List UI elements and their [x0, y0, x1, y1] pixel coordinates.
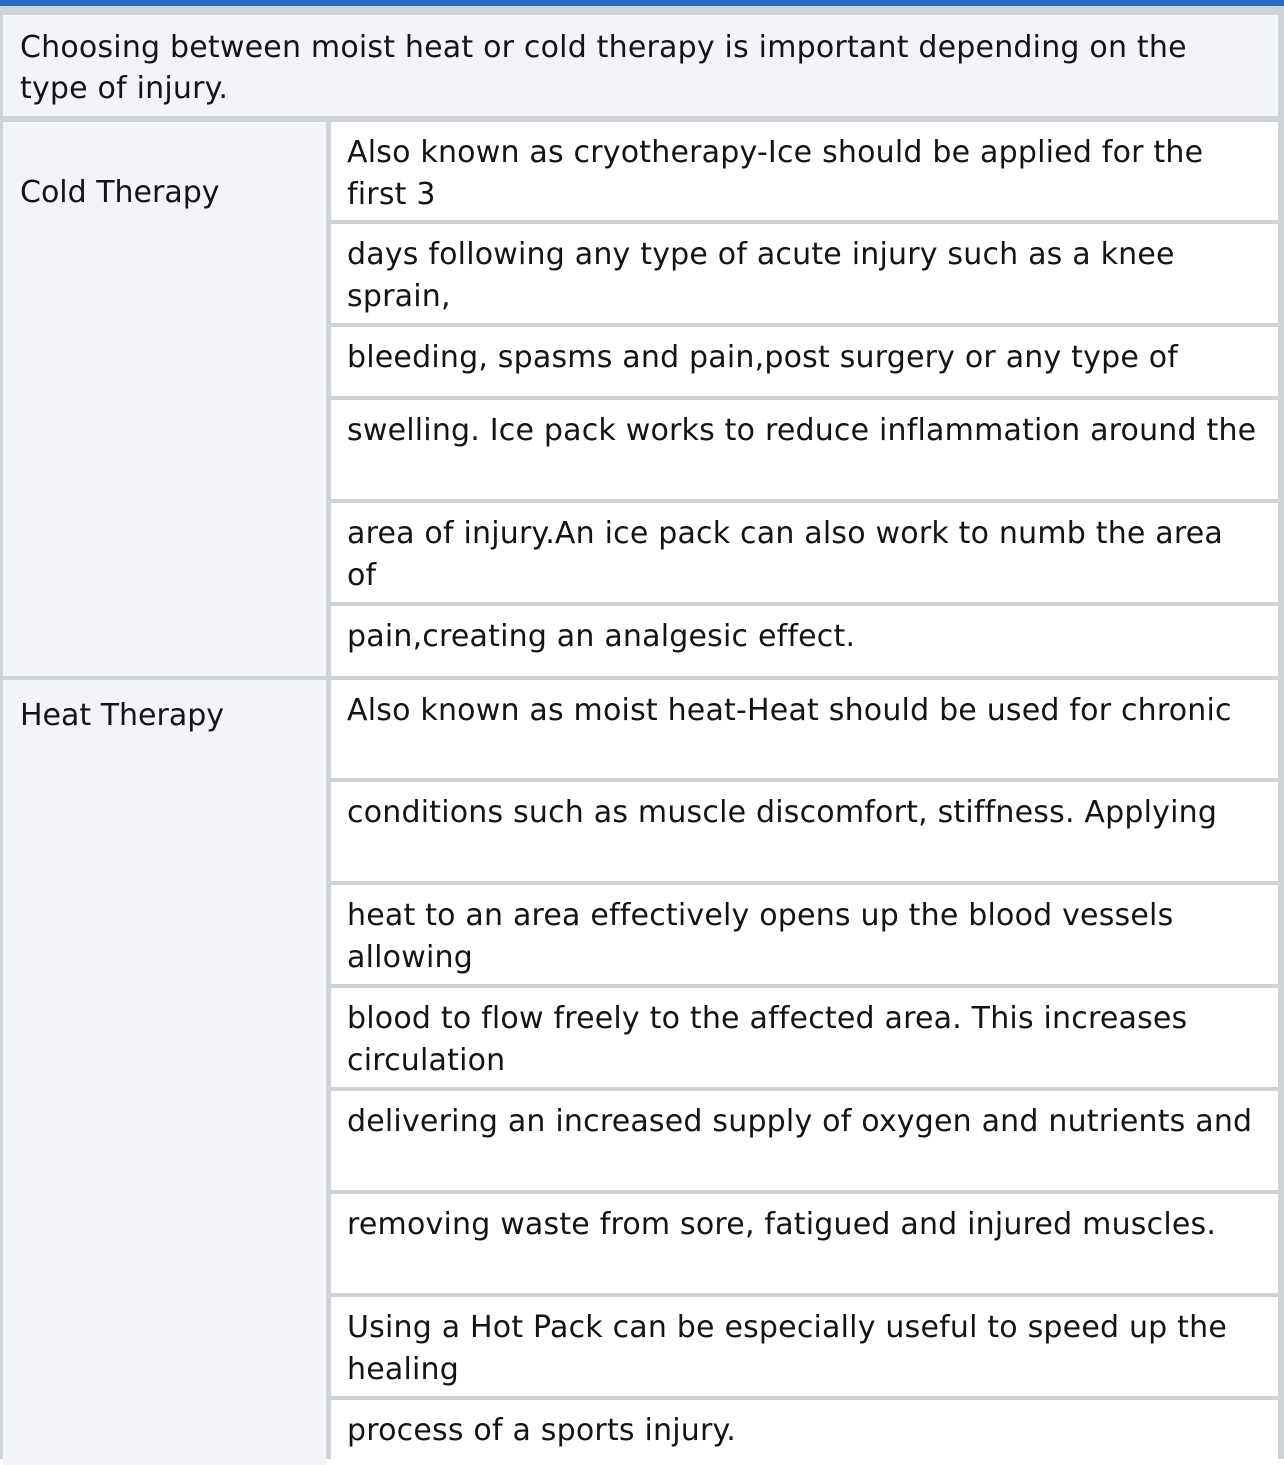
- intro-text: Choosing between moist heat or cold therapy is important depending on the type of injury.: [3, 15, 1278, 116]
- cold-therapy-label: Cold Therapy: [3, 122, 326, 676]
- cold-therapy-line: bleeding, spasms and pain,post surgery or any type of: [331, 327, 1278, 396]
- heat-therapy-line: removing waste from sore, fatigued and injured muscles.: [331, 1194, 1278, 1293]
- cold-therapy-line: pain,creating an analgesic effect.: [331, 606, 1278, 676]
- heat-therapy-line: Also known as moist heat-Heat should be used for chronic: [331, 680, 1278, 778]
- heat-therapy-line: Using a Hot Pack can be especially useful to speed up the healing: [331, 1297, 1278, 1396]
- heat-therapy-line: delivering an increased supply of oxygen and nutrients and: [331, 1091, 1278, 1190]
- cold-therapy-line: Also known as cryotherapy-Ice should be applied for the first 3: [331, 122, 1278, 220]
- cold-therapy-line: area of injury.An ice pack can also work to numb the area of: [331, 503, 1278, 602]
- heat-therapy-line: heat to an area effectively opens up the blood vessels allowing: [331, 885, 1278, 984]
- heat-therapy-line: conditions such as muscle discomfort, stiffness. Applying: [331, 782, 1278, 881]
- cold-therapy-line: days following any type of acute injury such as a knee sprain,: [331, 224, 1278, 323]
- heat-therapy-line: process of a sports injury.: [331, 1400, 1278, 1465]
- heat-therapy-line: blood to flow freely to the affected area. This increases circulation: [331, 988, 1278, 1087]
- heat-therapy-label: Heat Therapy: [3, 680, 326, 1465]
- cold-therapy-line: swelling. Ice pack works to reduce inflammation around the: [331, 400, 1278, 499]
